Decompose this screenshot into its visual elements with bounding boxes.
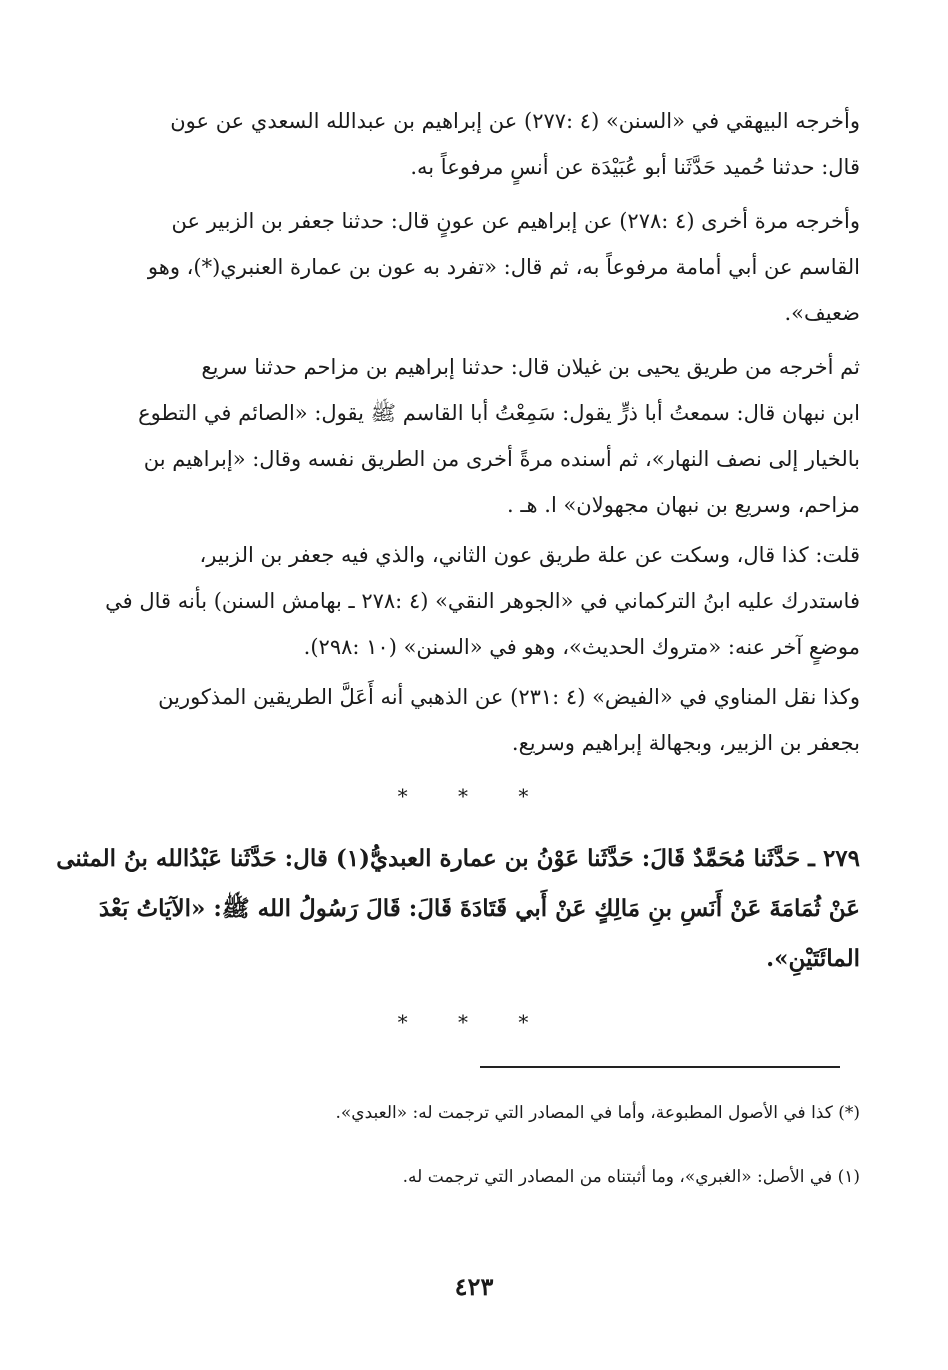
footnote-1 xyxy=(108,1162,860,1192)
footnote-divider xyxy=(480,1066,840,1068)
text-line: ثم أخرجه من طريق يحيى بن غيلان قال: حدثنا إبراهيم بن مزاحم حدثنا سريع xyxy=(201,355,860,379)
paragraph-yahya-route xyxy=(108,344,860,528)
separator-top: * * * xyxy=(397,784,551,808)
text-line: فاستدرك عليه ابنُ التركماني في «الجوهر النقي» (٤ :٢٧٨ ـ بهامش السنن) بأنه قال في xyxy=(105,589,860,613)
text-line: القاسم عن أبي أمامة مرفوعاً به، ثم قال: «تفرد به عون بن عمارة العنبري(*)، وهو xyxy=(147,255,860,279)
text-line: وكذا نقل المناوي في «الفيض» (٤ :٢٣١) عن الذهبي أنه أَعَلَّ الطريقين المذكورين xyxy=(158,685,860,709)
text-line: بجعفر بن الزبير، وبجهالة إبراهيم وسريع. xyxy=(511,731,860,755)
paragraph-munawi xyxy=(108,674,860,766)
text-line: بالخيار إلى نصف النهار»، ثم أسنده مرةً أخرى من الطريق نفسه وقال: «إبراهيم بن xyxy=(143,447,860,471)
footnote-star xyxy=(108,1098,860,1128)
paragraph-bayhaqi xyxy=(108,98,860,190)
hadith-line: المائَتَيْنِ». xyxy=(766,945,860,972)
paragraph-another-narration xyxy=(108,198,860,336)
text-line: ابن نبهان قال: سمعتُ أبا ذرٍّ يقول: سَمِعْتُ أبا القاسم ﷺ يقول: «الصائم في التطوع xyxy=(138,401,860,425)
paragraph-author-comment xyxy=(105,532,860,670)
text-line: مزاحم، وسريع بن نبهان مجهولان» ا. هـ . xyxy=(507,493,860,517)
hadith-279 xyxy=(56,834,860,984)
text-line: قال: حدثنا حُميد حَدَّثَنا أبو عُبَيْدَة عن أنسٍ مرفوعاً به. xyxy=(410,155,860,179)
hadith-line: عَنْ ثُمَامَةَ عَنْ أَنَسِ بنِ مَالِكٍ عَنْ أَبي قَتَادَةَ قَالَ: قَالَ رَسُولُ الله ﷺ: «الآيَاتُ بَعْدَ xyxy=(98,895,860,922)
hadith-line: ٢٧٩ ـ حَدَّثَنا مُحَمَّدٌ قَالَ: حَدَّثَنا عَوْنُ بن عمارة العبديُّ(١) قال: حَدَّثَنا عَبْدُالله بنُ المثنى xyxy=(56,845,860,872)
text-line: موضعٍ آخر عنه: «متروك الحديث»، وهو في «السنن» (١٠ :٢٩٨). xyxy=(303,635,860,659)
page-number: ٤٢٣ xyxy=(454,1272,494,1301)
text-line: وأخرجه البيهقي في «السنن» (٤ :٢٧٧) عن إبراهيم بن عبدالله السعدي عن عون xyxy=(170,109,860,133)
text-line: قلت: كذا قال، وسكت عن علة طريق عون الثاني، والذي فيه جعفر بن الزبير، xyxy=(199,543,860,567)
text-line: وأخرجه مرة أخرى (٤ :٢٧٨) عن إبراهيم عن عونٍ قال: حدثنا جعفر بن الزبير عن xyxy=(171,209,860,233)
footnote-text: (*) كذا في الأصول المطبوعة، وأما في المصادر التي ترجمت له: «العبدي». xyxy=(335,1103,860,1123)
separator-bottom: * * * xyxy=(397,1010,551,1034)
footnote-text: (١) في الأصل: «الغبري»، وما أثبتناه من المصادر التي ترجمت له. xyxy=(402,1167,860,1187)
text-line: ضعيف». xyxy=(784,301,860,325)
